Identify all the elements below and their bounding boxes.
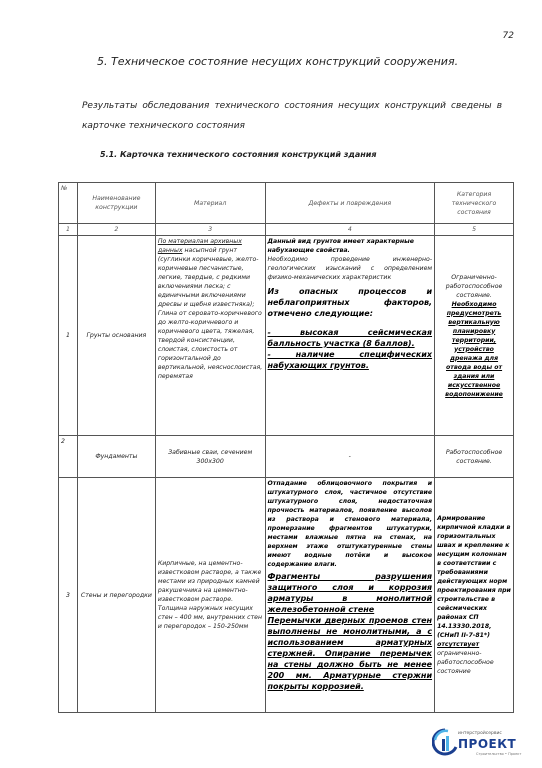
defects-paragraph: Перемычки дверных проемов стен выполнены не монолитными, а с использованием арматурных стержней. Опирание перемычек на стены должно быть не менее 200 мм. Арматурные стержни покрыты коррозией.	[267, 616, 433, 691]
material-text: насыпной грунт (суглинки коричневые, желто-коричневые песчанистые, легкие, твердые, с редкими включениями песка; с единичными включениями дресвы и щебня известняка); Глина от серовато-коричневого до желто-коричневого и коричневого цвета, тяжелая, твердой консистенции, слоистая, слоистость от горизонтальной до вертикальной, неяснослоистая, перемятая	[157, 247, 263, 380]
category-text: Необходимо предусмотреть вертикальную планировку территории, устройство дренажа для отвода воды от здания или искусственное водопонижение	[445, 300, 503, 398]
header-name: Наименование конструкции	[77, 183, 155, 224]
defects-paragraph: Из опасных процессов и неблагоприятных факторов, отмечено следующие:	[267, 287, 433, 318]
construction-name: Фундаменты	[77, 436, 155, 478]
material-cell: Забивные сваи, сечением 300х300	[155, 436, 265, 478]
category-text: Армирование кирпичной кладки в горизонтальных швах и крепление к несущим колоннам в соответствии с требованиями действующих норм проектирования при строительстве в сейсмических районах СП 14.13330.2018, (СНиП II-7-81*)	[437, 515, 511, 639]
section-heading: 5. Техническое состояние несущих конструкций сооружения.	[97, 55, 459, 68]
category-text: Ограниченно-работоспособное состояние.	[445, 273, 503, 299]
category-cell: Работоспособное состояние.	[435, 436, 514, 478]
header-defects: Дефекты и повреждения	[265, 183, 435, 224]
technical-condition-table	[58, 182, 514, 713]
row-number: 3	[59, 478, 78, 713]
construction-name: Стены и перегородки	[77, 478, 155, 713]
logo-sub-text: Строительство • Проект	[476, 752, 522, 756]
company-logo	[432, 726, 527, 762]
table-numbering-row	[59, 224, 514, 236]
numbering-cell: 1	[59, 224, 78, 236]
row-number: 2	[59, 436, 78, 478]
defects-paragraph: - высокая сейсмическая балльность участка (8 баллов).	[267, 328, 433, 348]
material-underlined-text: По материалам архивных данных	[157, 238, 242, 254]
category-cell	[435, 236, 514, 436]
numbering-cell: 2	[77, 224, 155, 236]
header-material: Материал	[155, 183, 265, 224]
category-text: ограниченно-работоспособное состояние	[437, 650, 494, 675]
numbering-cell: 3	[155, 224, 265, 236]
table-row	[59, 436, 514, 478]
logo-main-text: ПРОЕКТ	[458, 737, 517, 751]
material-cell: Кирпичные, на цементно-известковом растворе, а также местами из природных камней ракушечника на цементно-известковом растворе. Толщина наружных несущих стен – 400 мм, внутренних стен и перегородок – 150-250мм	[155, 478, 265, 713]
subsection-heading: 5.1. Карточка технического состояния конструкций здания	[100, 150, 377, 159]
defects-paragraph: Отпадание облицовочного покрытия и штукатурного слоя, частичное отсутствие штукатурного слоя, недостаточная прочность материалов, появление высолов из раствора и стенового материала, промерзание фрагментов штукатурки, местами влажные пятна на стенах, на верхнем этаже отштукатуренные стены имеют водные потёки и высокое содержание влаги.	[267, 480, 433, 568]
defects-cell: -	[265, 436, 435, 478]
row-number: 1	[59, 236, 78, 436]
defects-paragraph: Фрагменты разрушения защитного слоя и коррозия арматуры в монолитной железобетонной стене	[267, 572, 433, 614]
defects-paragraph: Данный вид грунтов имеет характерные набухающие свойства.	[267, 238, 414, 254]
table-row	[59, 236, 514, 436]
logo-top-text: интерстройсервис	[458, 731, 502, 736]
table-header-row	[59, 183, 514, 224]
numbering-cell: 5	[435, 224, 514, 236]
category-cell	[435, 478, 514, 713]
defects-paragraph: Необходимо проведение инженерно-геологических изысканий с определением физико-механических характеристик	[267, 256, 433, 281]
page-number: 72	[502, 31, 514, 41]
defects-cell	[265, 236, 435, 436]
defects-cell	[265, 478, 435, 713]
header-num: №	[59, 183, 78, 224]
material-cell	[155, 236, 265, 436]
construction-name: Грунты основания	[77, 236, 155, 436]
table-row	[59, 478, 514, 713]
logo-icon	[432, 728, 458, 758]
numbering-cell: 4	[265, 224, 435, 236]
header-category: Категория технического состояния	[435, 183, 514, 224]
intro-paragraph: Результаты обследования технического состояния несущих конструкций сведены в карточке технического состояния	[82, 101, 502, 131]
category-text: отсутствует	[437, 641, 480, 648]
defects-paragraph: - наличие специфических набухающих грунтов.	[267, 350, 433, 370]
